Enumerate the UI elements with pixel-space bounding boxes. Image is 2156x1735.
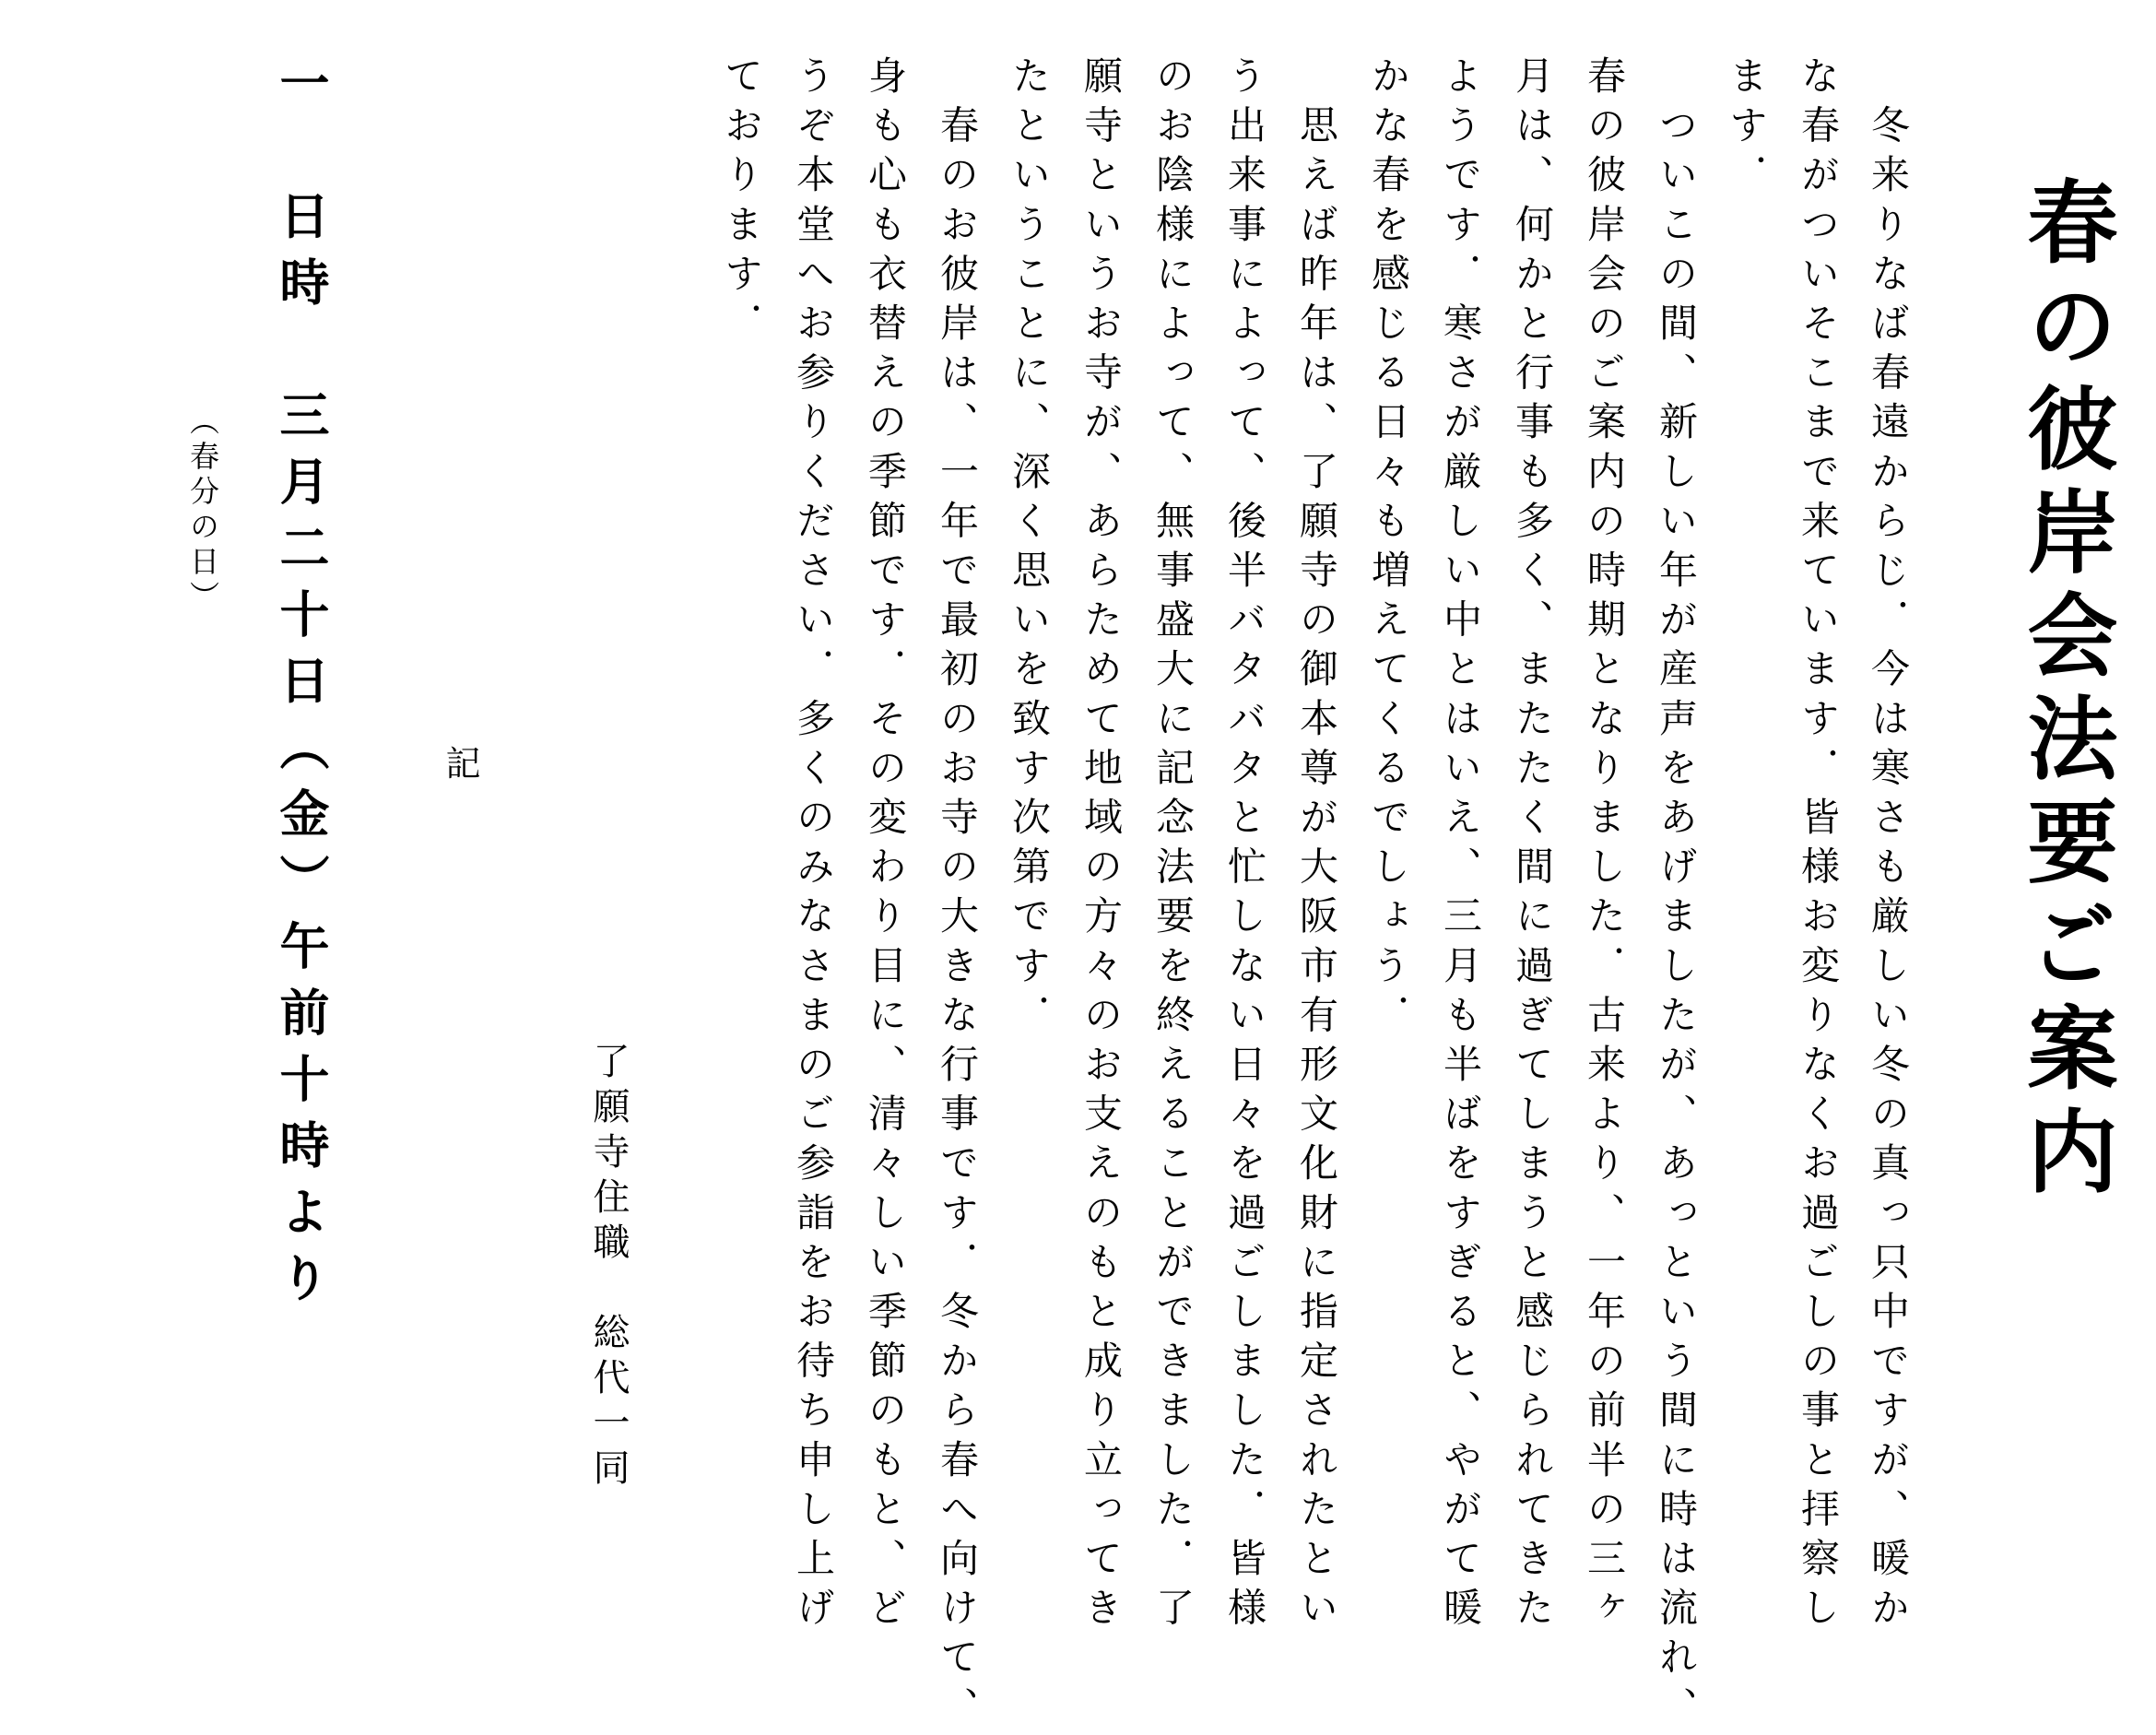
body-column-16: うぞ本堂へお参りください．多くのみなさまのご参詣をお待ち申し上げ <box>791 55 836 1637</box>
body-column-8: かな春を感じる日々も増えてくるでしょう． <box>1366 55 1411 1044</box>
body-column-9: 思えば昨年は、了願寺の御本尊が大阪市有形文化財に指定されたとい <box>1294 55 1339 1637</box>
ki-label: 記 <box>440 745 480 780</box>
body-column-7: ようです．寒さが厳しい中とはいえ、三月も半ばをすぎると、やがて暖 <box>1438 55 1483 1637</box>
event-date-time: 一 日時 三月二十日（金）午前十時より <box>272 57 331 1318</box>
body-column-2: な春がついそこまで来ています．皆様お変りなくお過ごしの事と拝察し <box>1796 55 1841 1637</box>
body-column-10: う出来事によって、後半バタバタと忙しない日々を過ごしました．皆様 <box>1222 55 1267 1637</box>
body-column-13: たということに、深く思いを致す次第です． <box>1007 55 1052 1044</box>
body-column-17: ております． <box>719 55 764 352</box>
body-column-12: 願寺というお寺が、あらためて地域の方々のお支えのもと成り立ってき <box>1078 55 1124 1637</box>
body-column-6: 月は、何かと行事も多く、またたく間に過ぎてしまうと感じられてきた <box>1510 55 1555 1637</box>
body-column-11: のお陰様によって、無事盛大に記念法要を終えることができました．了 <box>1150 55 1196 1637</box>
body-column-4: ついこの間、新しい年が産声をあげましたが、あっという間に時は流れ、 <box>1654 55 1699 1735</box>
body-column-5: 春の彼岸会のご案内の時期となりました．古来より、一年の前半の三ヶ <box>1582 55 1627 1637</box>
holiday-note: （春分の日） <box>185 406 220 616</box>
signature: 了願寺住職 総代一同 <box>587 1042 630 1493</box>
body-column-3: ます． <box>1724 55 1769 204</box>
body-column-1: 冬来りなば春遠からじ．今は寒さも厳しい冬の真っ只中ですが、暖か <box>1866 55 1911 1637</box>
document-title: 春の彼岸会法要ご案内 <box>2012 175 2118 1208</box>
body-column-15: 身も心も衣替えの季節です．その変わり目に、清々しい季節のもと、ど <box>863 55 908 1637</box>
body-column-14: 春のお彼岸は、一年で最初のお寺の大きな行事です．冬から春へ向けて、 <box>935 55 980 1735</box>
